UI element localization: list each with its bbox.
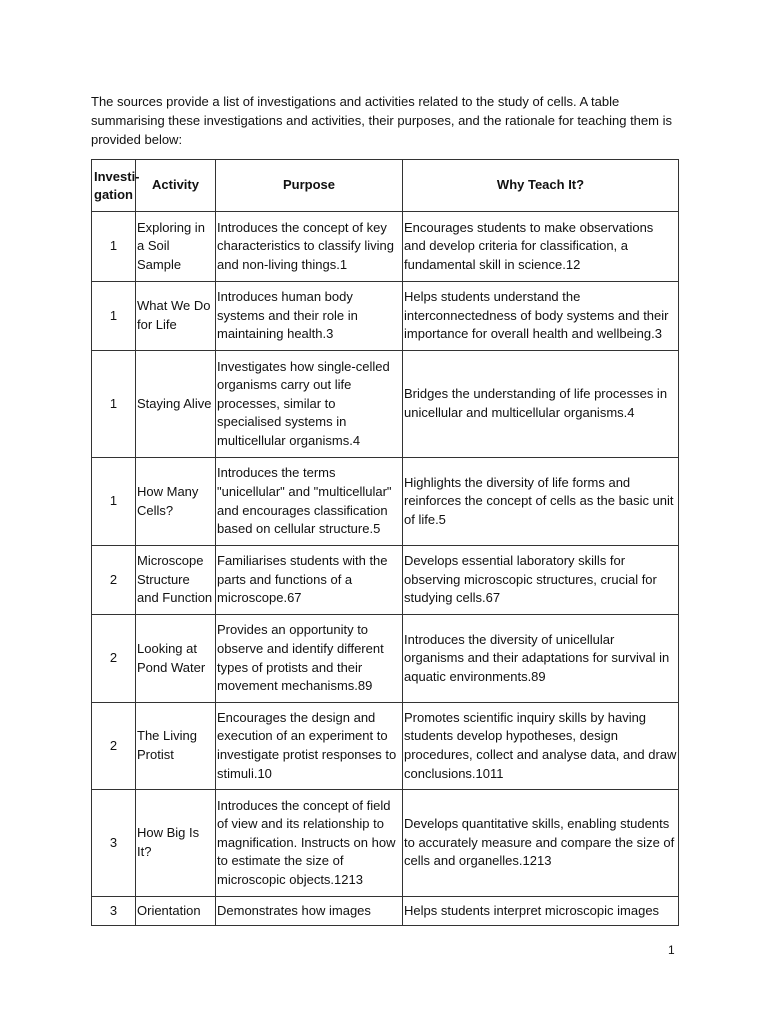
- activity-cell: Looking at Pond Water: [136, 615, 216, 703]
- investigation-cell: 1: [92, 282, 136, 351]
- why-cell: Encourages students to make observations and develop criteria for classification, a fundamental skill in science.12: [403, 212, 679, 282]
- purpose-cell: Introduces the concept of key characteristics to classify living and non-living things.1: [216, 212, 403, 282]
- table-row: [92, 458, 679, 546]
- why-cell: Bridges the understanding of life processes in unicellular and multicellular organisms.4: [403, 351, 679, 458]
- investigation-cell: 1: [92, 212, 136, 282]
- activity-cell: How Many Cells?: [136, 458, 216, 546]
- table-row: [92, 212, 679, 282]
- why-cell: Develops quantitative skills, enabling students to accurately measure and compare the size of cells and organelles.1213: [403, 790, 679, 897]
- table-row: [92, 897, 679, 926]
- why-cell: Promotes scientific inquiry skills by having students develop hypotheses, design procedures, collect and analyse data, and draw conclusions.1011: [403, 703, 679, 790]
- activity-cell: Staying Alive: [136, 351, 216, 458]
- table-row: [92, 282, 679, 351]
- purpose-cell: Encourages the design and execution of an experiment to investigate protist responses to stimuli.10: [216, 703, 403, 790]
- table-header-row: [92, 160, 679, 212]
- investigation-cell: 3: [92, 897, 136, 926]
- header-purpose: Purpose: [216, 160, 403, 212]
- purpose-cell: Introduces the terms "unicellular" and "multicellular" and encourages classification based on cellular structure.5: [216, 458, 403, 546]
- investigation-cell: 3: [92, 790, 136, 897]
- investigation-cell: 1: [92, 351, 136, 458]
- intro-paragraph: The sources provide a list of investigations and activities related to the study of cells. A table summarising these investigations and activities, their purposes, and the rationale for teaching them is provided below:: [91, 94, 672, 147]
- table-row: [92, 790, 679, 897]
- activity-cell: Microscope Structure and Function: [136, 546, 216, 615]
- purpose-cell: Demonstrates how images: [216, 897, 403, 926]
- activity-cell: The Living Protist: [136, 703, 216, 790]
- header-why-teach-it: Why Teach It?: [403, 160, 679, 212]
- why-cell: Helps students understand the interconnectedness of body systems and their importance for overall health and wellbeing.3: [403, 282, 679, 351]
- why-cell: Introduces the diversity of unicellular organisms and their adaptations for survival in aquatic environments.89: [403, 615, 679, 703]
- table-row: [92, 546, 679, 615]
- investigation-cell: 2: [92, 546, 136, 615]
- header-activity: Activity: [136, 160, 216, 212]
- activity-cell: What We Do for Life: [136, 282, 216, 351]
- table-row: [92, 351, 679, 458]
- investigations-table: [91, 159, 679, 926]
- purpose-cell: Provides an opportunity to observe and identify different types of protists and their movement mechanisms.89: [216, 615, 403, 703]
- why-cell: Develops essential laboratory skills for observing microscopic structures, crucial for studying cells.67: [403, 546, 679, 615]
- table-row: [92, 703, 679, 790]
- activity-cell: How Big Is It?: [136, 790, 216, 897]
- table-row: [92, 615, 679, 703]
- investigation-cell: 2: [92, 615, 136, 703]
- activity-cell: Exploring in a Soil Sample: [136, 212, 216, 282]
- why-cell: Helps students interpret microscopic images: [403, 897, 679, 926]
- purpose-cell: Familiarises students with the parts and functions of a microscope.67: [216, 546, 403, 615]
- investigation-cell: 1: [92, 458, 136, 546]
- header-investigation: Investi-gation: [92, 160, 136, 212]
- page-number: 1: [668, 943, 675, 957]
- purpose-cell: Introduces the concept of field of view and its relationship to magnification. Instructs on how to estimate the size of microscopic objects.1213: [216, 790, 403, 897]
- activity-cell: Orientation: [136, 897, 216, 926]
- why-cell: Highlights the diversity of life forms and reinforces the concept of cells as the basic unit of life.5: [403, 458, 679, 546]
- investigation-cell: 2: [92, 703, 136, 790]
- purpose-cell: Investigates how single-celled organisms carry out life processes, similar to specialised systems in multicellular organisms.4: [216, 351, 403, 458]
- purpose-cell: Introduces human body systems and their role in maintaining health.3: [216, 282, 403, 351]
